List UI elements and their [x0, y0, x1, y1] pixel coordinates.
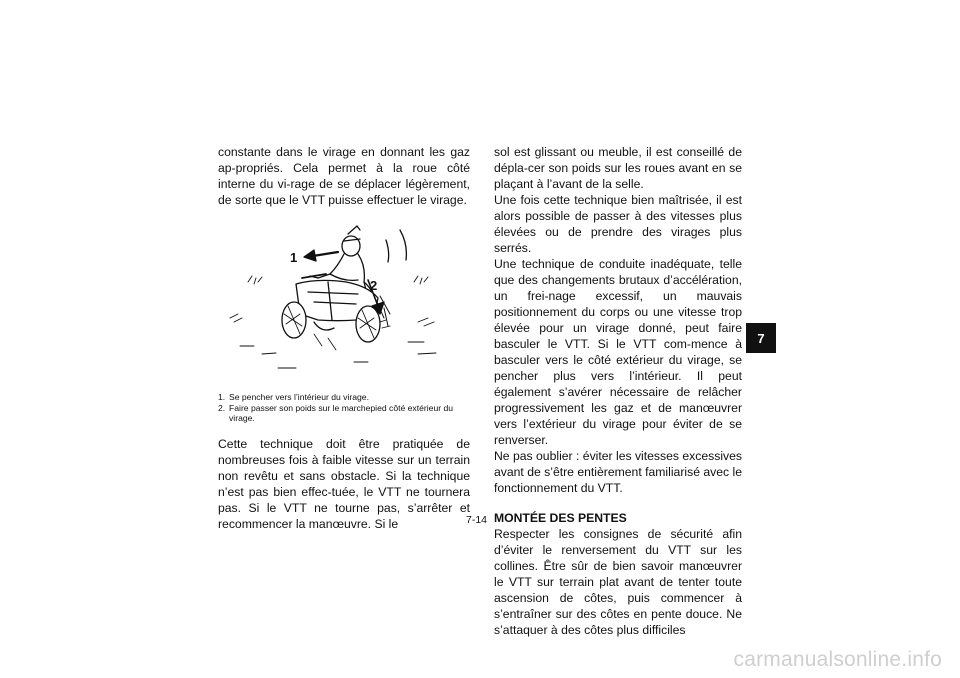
atv-turning-illustration — [218, 222, 470, 380]
atv-rider-drawing — [218, 222, 470, 380]
caption-number: 1. — [218, 392, 226, 402]
chapter-tab: 7 — [746, 323, 776, 353]
figure-label-1: 1 — [290, 250, 298, 265]
caption-item — [218, 392, 470, 403]
left-column — [218, 144, 470, 532]
paragraph: Une fois cette technique bien maîtrisée, il est alors possible de passer à des vitesses plus élevées ou de prendre des virages plus serrés. — [494, 193, 742, 255]
paragraph: Respecter les consignes de sécurité afin d’éviter le renversement du VTT sur les collines. Être sûr de bien savoir manœuvrer le VTT sur terrain plat avant de tenter toute ascension de côtes, puis commencer à s’entraîner sur des côtes en pente douce. Ne s’attaquer à des côtes plus difficiles — [494, 527, 742, 637]
figure-captions — [218, 392, 470, 424]
paragraph: Ne pas oublier : éviter les vitesses excessives avant de s’être entièrement familiarisé avec le fonctionnement du VTT. — [494, 449, 742, 495]
caption-text: Faire passer son poids sur le marchepied côté extérieur du virage. — [229, 402, 454, 423]
page-number: 7-14 — [466, 514, 488, 526]
figure-label-2: 2 — [370, 278, 378, 293]
paragraph: Une technique de conduite inadéquate, telle que des changements brutaux d’accélération, un frei-nage excessif, un mauvais positionnement du corps ou une vitesse trop élevée pour un virage donné, peut faire basculer le VTT. Si le VTT com-mence à basculer vers le côté extérieur du virage, se pencher plus vers l’intérieur. Il peut également s’avérer nécessaire de relâcher progressivement les gaz et de manœuvrer vers l’extérieur du virage pour éviter de se renverser. — [494, 257, 742, 447]
caption-number: 2. — [218, 402, 226, 413]
right-column — [494, 144, 742, 638]
paragraph: Cette technique doit être pratiquée de nombreuses fois à faible vitesse sur un terrain non revêtu et sans obstacle. Si la technique n’est pas bien effec-tuée, le VTT ne tournera pas. Si le VTT ne tourne pas, s’arrêter et recommencer la manœuvre. Si le — [218, 436, 470, 531]
caption-item — [218, 403, 470, 424]
paragraph: constante dans le virage en donnant les gaz ap-propriés. Cela permet à la roue côté interne du vi-rage de se déplacer légèrement, de sorte que le VTT puisse effectuer le virage. — [218, 145, 470, 207]
caption-text: Se pencher vers l’intérieur du virage. — [229, 392, 369, 402]
watermark: carmanualsonline.info — [733, 648, 942, 671]
section-heading: MONTÉE DES PENTES — [494, 511, 627, 525]
paragraph: sol est glissant ou meuble, il est conseillé de dépla-cer son poids sur les roues avant en se plaçant à l’avant de la selle. — [494, 145, 742, 191]
